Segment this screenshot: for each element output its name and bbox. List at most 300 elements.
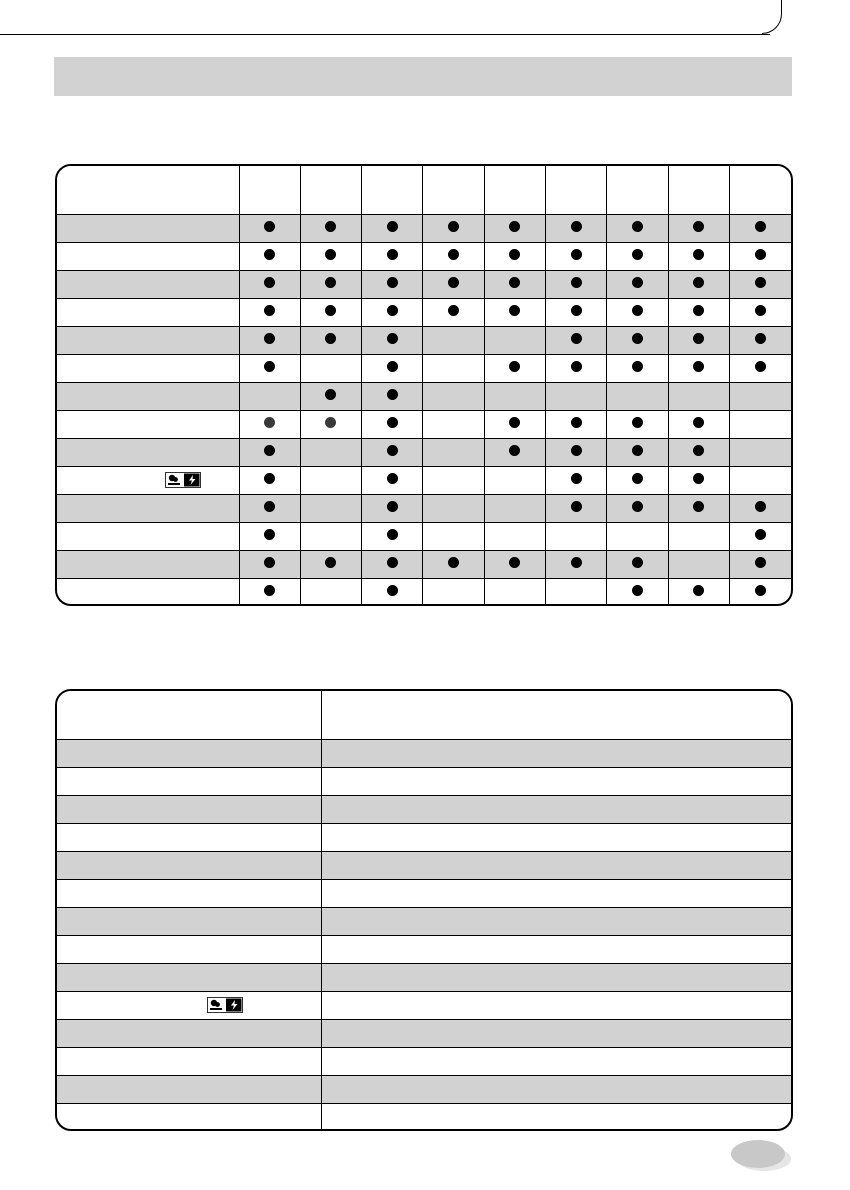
program-option-cell (239, 494, 300, 522)
program-column-header (668, 166, 729, 214)
description-row (57, 767, 791, 795)
description-header-desc (321, 691, 791, 739)
program-option-cell (239, 410, 300, 438)
available-mark (755, 277, 766, 288)
program-option-cell (484, 354, 545, 382)
available-mark (571, 445, 582, 456)
available-mark (387, 389, 398, 400)
program-option-cell (484, 242, 545, 270)
program-row (57, 382, 791, 410)
available-mark (509, 249, 520, 260)
program-row (57, 354, 791, 382)
program-option-cell (607, 550, 668, 578)
program-option-cell (668, 522, 729, 550)
program-option-cell (362, 438, 423, 466)
program-option-cell (668, 214, 729, 242)
available-mark (571, 417, 582, 428)
program-option-cell (546, 550, 607, 578)
program-option-cell (546, 214, 607, 242)
description-row-text (321, 823, 791, 851)
program-row-label (57, 326, 239, 354)
available-mark (693, 417, 704, 428)
program-option-cell (546, 382, 607, 410)
program-row-label (57, 410, 239, 438)
program-row-label (57, 550, 239, 578)
program-option-cell (300, 354, 361, 382)
description-row-name (57, 1103, 321, 1131)
available-mark (632, 305, 643, 316)
available-mark (387, 249, 398, 260)
program-option-cell (484, 578, 545, 606)
description-row-text (321, 795, 791, 823)
program-row-label (57, 466, 239, 494)
program-option-cell (362, 494, 423, 522)
available-mark (325, 221, 336, 232)
program-column-header (362, 166, 423, 214)
page-number-badge (728, 1137, 792, 1173)
program-option-cell (300, 578, 361, 606)
program-option-cell (423, 578, 484, 606)
program-row (57, 494, 791, 522)
available-mark (264, 277, 275, 288)
program-option-cell (362, 578, 423, 606)
available-mark (387, 277, 398, 288)
available-mark (264, 417, 275, 428)
program-option-cell (239, 578, 300, 606)
program-option-cell (300, 410, 361, 438)
program-column-header (423, 166, 484, 214)
program-option-cell (484, 466, 545, 494)
description-row-name (57, 767, 321, 795)
section-title (54, 57, 792, 77)
description-row-text (321, 1047, 791, 1075)
program-option-cell (607, 354, 668, 382)
available-mark (632, 501, 643, 512)
available-mark (264, 305, 275, 316)
program-row (57, 326, 791, 354)
program-row-label (57, 298, 239, 326)
available-mark (448, 557, 459, 568)
program-row (57, 578, 791, 606)
program-row-label (57, 354, 239, 382)
program-option-cell (546, 578, 607, 606)
program-row (57, 522, 791, 550)
program-option-cell (362, 298, 423, 326)
available-mark (632, 249, 643, 260)
program-row (57, 410, 791, 438)
program-option-cell (484, 522, 545, 550)
description-row (57, 739, 791, 767)
available-mark (264, 557, 275, 568)
program-option-cell (607, 578, 668, 606)
program-row-label (57, 214, 239, 242)
description-row-name (57, 823, 321, 851)
program-option-cell (668, 326, 729, 354)
program-option-cell (239, 438, 300, 466)
description-row (57, 935, 791, 963)
program-option-cell (239, 466, 300, 494)
description-row-text (321, 907, 791, 935)
available-mark (509, 221, 520, 232)
program-row-label (57, 242, 239, 270)
program-option-cell (730, 494, 791, 522)
program-option-cell (484, 410, 545, 438)
available-mark (387, 501, 398, 512)
available-mark (755, 585, 766, 596)
available-mark (693, 277, 704, 288)
available-mark (571, 361, 582, 372)
description-row (57, 1103, 791, 1131)
description-row-name (57, 907, 321, 935)
program-row-label (57, 382, 239, 410)
available-mark (387, 417, 398, 428)
description-row (57, 879, 791, 907)
program-option-cell (730, 550, 791, 578)
program-option-cell (362, 382, 423, 410)
program-option-cell (362, 270, 423, 298)
program-row-label (57, 578, 239, 606)
program-row-label (57, 438, 239, 466)
available-mark (509, 305, 520, 316)
available-mark (387, 529, 398, 540)
program-option-cell (607, 382, 668, 410)
description-row-text (321, 991, 791, 1019)
description-row-name (57, 1047, 321, 1075)
available-mark (755, 221, 766, 232)
available-mark (509, 417, 520, 428)
available-mark (632, 221, 643, 232)
description-row-text (321, 963, 791, 991)
program-option-cell (668, 270, 729, 298)
available-mark (571, 473, 582, 484)
program-option-cell (484, 550, 545, 578)
available-mark (448, 221, 459, 232)
program-option-cell (668, 494, 729, 522)
steam-program-icon (165, 472, 201, 488)
available-mark (755, 501, 766, 512)
description-row-text (321, 1019, 791, 1047)
available-mark (264, 501, 275, 512)
available-mark (387, 557, 398, 568)
available-mark (693, 585, 704, 596)
description-row (57, 963, 791, 991)
program-option-cell (300, 298, 361, 326)
program-option-cell (668, 466, 729, 494)
description-row-name (57, 1075, 321, 1103)
program-option-cell (546, 270, 607, 298)
program-option-cell (423, 522, 484, 550)
available-mark (264, 249, 275, 260)
available-mark (755, 557, 766, 568)
available-mark (387, 305, 398, 316)
program-option-cell (546, 298, 607, 326)
program-option-cell (730, 438, 791, 466)
program-option-cell (362, 550, 423, 578)
available-mark (571, 501, 582, 512)
program-option-cell (300, 242, 361, 270)
program-option-cell (423, 438, 484, 466)
available-mark (387, 445, 398, 456)
program-option-cell (668, 298, 729, 326)
available-mark (325, 277, 336, 288)
program-option-cell (239, 354, 300, 382)
description-row (57, 1019, 791, 1047)
available-mark (693, 361, 704, 372)
program-option-cell (607, 438, 668, 466)
program-option-cell (484, 214, 545, 242)
description-row-text (321, 935, 791, 963)
available-mark (755, 529, 766, 540)
available-mark (632, 473, 643, 484)
available-mark (571, 221, 582, 232)
description-row-name (57, 1019, 321, 1047)
program-option-cell (423, 242, 484, 270)
description-row-name (57, 851, 321, 879)
available-mark (755, 333, 766, 344)
available-mark (755, 249, 766, 260)
description-row-name (57, 991, 321, 1019)
available-mark (571, 557, 582, 568)
program-column-header (484, 166, 545, 214)
description-row (57, 907, 791, 935)
program-option-cell (546, 494, 607, 522)
program-option-cell (730, 522, 791, 550)
available-mark (325, 305, 336, 316)
description-row (57, 991, 791, 1019)
program-option-cell (362, 326, 423, 354)
program-option-cell (607, 522, 668, 550)
program-option-cell (300, 214, 361, 242)
available-mark (693, 473, 704, 484)
program-option-cell (546, 354, 607, 382)
program-row-label (57, 494, 239, 522)
available-mark (571, 249, 582, 260)
program-option-cell (300, 522, 361, 550)
available-mark (325, 333, 336, 344)
program-option-cell (239, 270, 300, 298)
program-option-cell (300, 466, 361, 494)
program-option-cell (484, 270, 545, 298)
program-option-cell (668, 354, 729, 382)
available-mark (387, 473, 398, 484)
program-option-cell (730, 354, 791, 382)
available-mark (264, 529, 275, 540)
available-mark (509, 445, 520, 456)
description-row-text (321, 1075, 791, 1103)
program-option-cell (484, 326, 545, 354)
program-option-cell (730, 410, 791, 438)
program-option-cell (484, 298, 545, 326)
program-option-cell (423, 298, 484, 326)
description-row-name (57, 935, 321, 963)
description-row-text (321, 851, 791, 879)
program-option-cell (607, 242, 668, 270)
available-mark (509, 557, 520, 568)
program-option-cell (239, 214, 300, 242)
available-mark (325, 249, 336, 260)
available-mark (632, 277, 643, 288)
program-option-cell (730, 466, 791, 494)
program-row-label (57, 270, 239, 298)
program-option-cell (607, 214, 668, 242)
available-mark (509, 361, 520, 372)
program-row (57, 242, 791, 270)
program-option-cell (607, 298, 668, 326)
description-row-name (57, 739, 321, 767)
available-mark (693, 501, 704, 512)
available-mark (325, 417, 336, 428)
program-column-header (607, 166, 668, 214)
program-row (57, 466, 791, 494)
program-row (57, 298, 791, 326)
available-mark (509, 277, 520, 288)
available-mark (693, 221, 704, 232)
program-option-cell (239, 382, 300, 410)
program-option-cell (300, 550, 361, 578)
available-mark (571, 277, 582, 288)
program-option-cell (730, 382, 791, 410)
available-mark (264, 333, 275, 344)
program-option-cell (668, 242, 729, 270)
description-row-name (57, 963, 321, 991)
program-option-cell (423, 382, 484, 410)
program-option-cell (484, 494, 545, 522)
available-mark (571, 305, 582, 316)
available-mark (632, 445, 643, 456)
available-mark (693, 305, 704, 316)
description-row (57, 1075, 791, 1103)
description-row-name (57, 795, 321, 823)
program-option-cell (730, 242, 791, 270)
program-option-table (55, 164, 793, 606)
program-description-table (55, 689, 793, 1131)
available-mark (387, 333, 398, 344)
cut-line (0, 34, 770, 35)
program-option-cell (362, 242, 423, 270)
program-option-cell (668, 382, 729, 410)
program-option-cell (423, 466, 484, 494)
program-option-cell (484, 382, 545, 410)
program-option-cell (546, 326, 607, 354)
program-option-cell (607, 326, 668, 354)
program-option-cell (239, 242, 300, 270)
available-mark (632, 333, 643, 344)
program-option-cell (546, 242, 607, 270)
section-title-bar (54, 57, 792, 96)
program-row (57, 214, 791, 242)
program-option-cell (300, 382, 361, 410)
available-mark (571, 333, 582, 344)
available-mark (387, 585, 398, 596)
program-column-header (239, 166, 300, 214)
available-mark (264, 221, 275, 232)
program-option-cell (546, 466, 607, 494)
program-option-cell (668, 550, 729, 578)
available-mark (755, 361, 766, 372)
program-option-cell (300, 326, 361, 354)
program-option-cell (239, 298, 300, 326)
description-row (57, 851, 791, 879)
program-option-cell (362, 214, 423, 242)
description-row (57, 1047, 791, 1075)
program-column-header (730, 166, 791, 214)
available-mark (264, 473, 275, 484)
program-option-cell (239, 522, 300, 550)
description-row-text (321, 739, 791, 767)
available-mark (693, 445, 704, 456)
program-option-cell (730, 298, 791, 326)
available-mark (755, 305, 766, 316)
program-option-cell (607, 270, 668, 298)
program-option-cell (423, 354, 484, 382)
description-row-name (57, 879, 321, 907)
available-mark (448, 305, 459, 316)
program-option-cell (607, 410, 668, 438)
description-row-text (321, 767, 791, 795)
description-header-name (57, 691, 321, 739)
program-column-header (546, 166, 607, 214)
program-option-cell (423, 410, 484, 438)
program-option-cell (239, 326, 300, 354)
description-table-header (57, 691, 791, 739)
program-row (57, 438, 791, 466)
description-row-text (321, 1103, 791, 1131)
available-mark (264, 445, 275, 456)
program-option-cell (423, 494, 484, 522)
program-option-cell (484, 438, 545, 466)
steam-program-icon (207, 997, 243, 1013)
program-header-label (57, 166, 239, 214)
program-option-cell (362, 354, 423, 382)
available-mark (693, 249, 704, 260)
program-option-cell (607, 494, 668, 522)
program-option-cell (730, 326, 791, 354)
program-option-cell (423, 270, 484, 298)
available-mark (448, 277, 459, 288)
cut-line-corner (762, 0, 782, 34)
program-option-cell (730, 214, 791, 242)
program-option-cell (546, 522, 607, 550)
description-row (57, 823, 791, 851)
available-mark (387, 221, 398, 232)
program-option-cell (423, 550, 484, 578)
program-option-cell (362, 522, 423, 550)
program-option-cell (730, 578, 791, 606)
available-mark (325, 389, 336, 400)
available-mark (387, 361, 398, 372)
program-option-cell (362, 466, 423, 494)
program-option-cell (300, 494, 361, 522)
available-mark (632, 585, 643, 596)
program-row (57, 270, 791, 298)
program-row (57, 550, 791, 578)
available-mark (693, 333, 704, 344)
available-mark (264, 585, 275, 596)
program-option-cell (668, 438, 729, 466)
program-column-header (300, 166, 361, 214)
available-mark (632, 361, 643, 372)
available-mark (632, 557, 643, 568)
program-option-cell (423, 214, 484, 242)
description-row (57, 795, 791, 823)
program-table-header (57, 166, 791, 214)
program-option-cell (607, 466, 668, 494)
program-row-label (57, 522, 239, 550)
program-option-cell (423, 326, 484, 354)
available-mark (264, 361, 275, 372)
program-option-cell (300, 438, 361, 466)
program-option-cell (300, 270, 361, 298)
